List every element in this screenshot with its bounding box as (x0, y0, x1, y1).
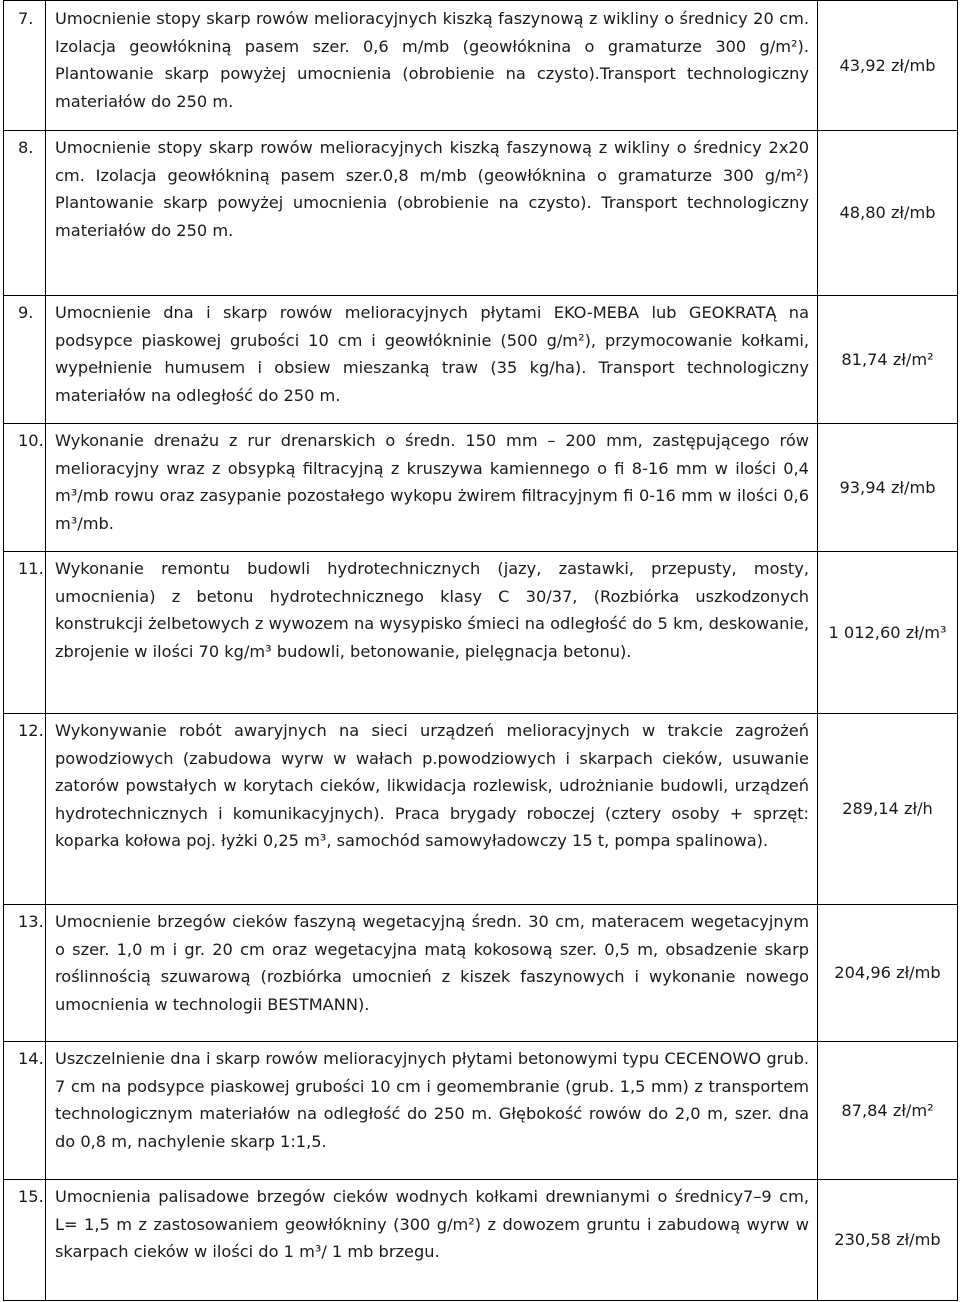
price-table (3, 0, 958, 1301)
table-row (4, 1, 958, 131)
row-price: 87,84 zł/m² (818, 1042, 958, 1180)
table-row (4, 131, 958, 296)
row-price: 93,94 zł/mb (818, 424, 958, 552)
row-price: 204,96 zł/mb (818, 905, 958, 1042)
row-price: 43,92 zł/mb (818, 1, 958, 131)
row-number: 10. (4, 424, 46, 552)
table-row (4, 552, 958, 714)
row-price: 1 012,60 zł/m³ (818, 552, 958, 714)
row-number: 7. (4, 1, 46, 131)
row-number: 13. (4, 905, 46, 1042)
row-number: 15. (4, 1180, 46, 1301)
table-row (4, 296, 958, 424)
row-price: 81,74 zł/m² (818, 296, 958, 424)
row-number: 14. (4, 1042, 46, 1180)
table-row (4, 905, 958, 1042)
row-description: Umocnienie brzegów cieków faszyną wegetacyjną średn. 30 cm, materacem wegetacyjnym o szer. 1,0 m i gr. 20 cm oraz wegetacyjna matą kokosową szer. 0,5 m, obsadzenie skarp roślinnością szuwarową (rozbiórka umocnień z kiszek faszynowych i wykonanie nowego umocnienia w technologii BESTMANN). (46, 905, 818, 1042)
row-number: 9. (4, 296, 46, 424)
table-row (4, 714, 958, 905)
row-description: Uszczelnienie dna i skarp rowów melioracyjnych płytami betonowymi typu CECENOWO grub. 7 cm na podsypce piaskowej grubości 10 cm i geomembranie (grub. 1,5 mm) z transportem technologicznym materiałów na odległość do 250 m. Głębokość rowów do 2,0 m, szer. dna do 0,8 m, nachylenie skarp 1:1,5. (46, 1042, 818, 1180)
row-number: 8. (4, 131, 46, 296)
row-number: 12. (4, 714, 46, 905)
row-description: Umocnienie dna i skarp rowów melioracyjnych płytami EKO-MEBA lub GEOKRATĄ na podsypce piaskowej grubości 10 cm i geowłókninie (500 g/m²), przymocowanie kołkami, wypełnienie humusem i obsiew mieszanką traw (35 kg/ha). Transport technologiczny materiałów na odległość do 250 m. (46, 296, 818, 424)
row-price: 230,58 zł/mb (818, 1180, 958, 1301)
table-row (4, 1180, 958, 1301)
row-description: Wykonanie remontu budowli hydrotechnicznych (jazy, zastawki, przepusty, mosty, umocnienia) z betonu hydrotechnicznego klasy C 30/37, (Rozbiórka uszkodzonych konstrukcji żelbetowych z wywozem na wysypisko śmieci na odległość do 5 km, deskowanie, zbrojenie w ilości 70 kg/m³ budowli, betonowanie, pielęgnacja betonu). (46, 552, 818, 714)
row-description: Umocnienie stopy skarp rowów melioracyjnych kiszką faszynową z wikliny o średnicy 20 cm. Izolacja geowłókniną pasem szer. 0,6 m/mb (geowłóknina o gramaturze 300 g/m²). Plantowanie skarp powyżej umocnienia (obrobienie na czysto).Transport technologiczny materiałów do 250 m. (46, 1, 818, 131)
row-description: Wykonywanie robót awaryjnych na sieci urządzeń melioracyjnych w trakcie zagrożeń powodziowych (zabudowa wyrw w wałach p.powodziowych i skarpach cieków, usuwanie zatorów powstałych w korytach cieków, likwidacja rozlewisk, udrożnianie budowli, urządzeń hydrotechnicznych i komunikacyjnych). Praca brygady roboczej (cztery osoby + sprzęt: koparka kołowa poj. łyżki 0,25 m³, samochód samowyładowczy 15 t, pompa spalinowa). (46, 714, 818, 905)
row-price: 289,14 zł/h (818, 714, 958, 905)
row-price: 48,80 zł/mb (818, 131, 958, 296)
row-number: 11. (4, 552, 46, 714)
table-row (4, 1042, 958, 1180)
row-description: Wykonanie drenażu z rur drenarskich o średn. 150 mm – 200 mm, zastępującego rów melioracyjny wraz z obsypką filtracyjną z kruszywa kamiennego o fi 8-16 mm w ilości 0,4 m³/mb rowu oraz zasypanie pozostałego wykopu żwirem filtracyjnym fi 0-16 mm w ilości 0,6 m³/mb. (46, 424, 818, 552)
row-description: Umocnienie stopy skarp rowów melioracyjnych kiszką faszynową z wikliny o średnicy 2x20 cm. Izolacja geowłókniną pasem szer.0,8 m/mb (geowłóknina o gramaturze 300 g/m²) Plantowanie skarp powyżej umocnienia (obrobienie na czysto). Transport technologiczny materiałów do 250 m. (46, 131, 818, 296)
table-row (4, 424, 958, 552)
row-description: Umocnienia palisadowe brzegów cieków wodnych kołkami drewnianymi o średnicy7–9 cm, L= 1,5 m z zastosowaniem geowłókniny (300 g/m²) z dowozem gruntu i zabudową wyrw w skarpach cieków w ilości do 1 m³/ 1 mb brzegu. (46, 1180, 818, 1301)
